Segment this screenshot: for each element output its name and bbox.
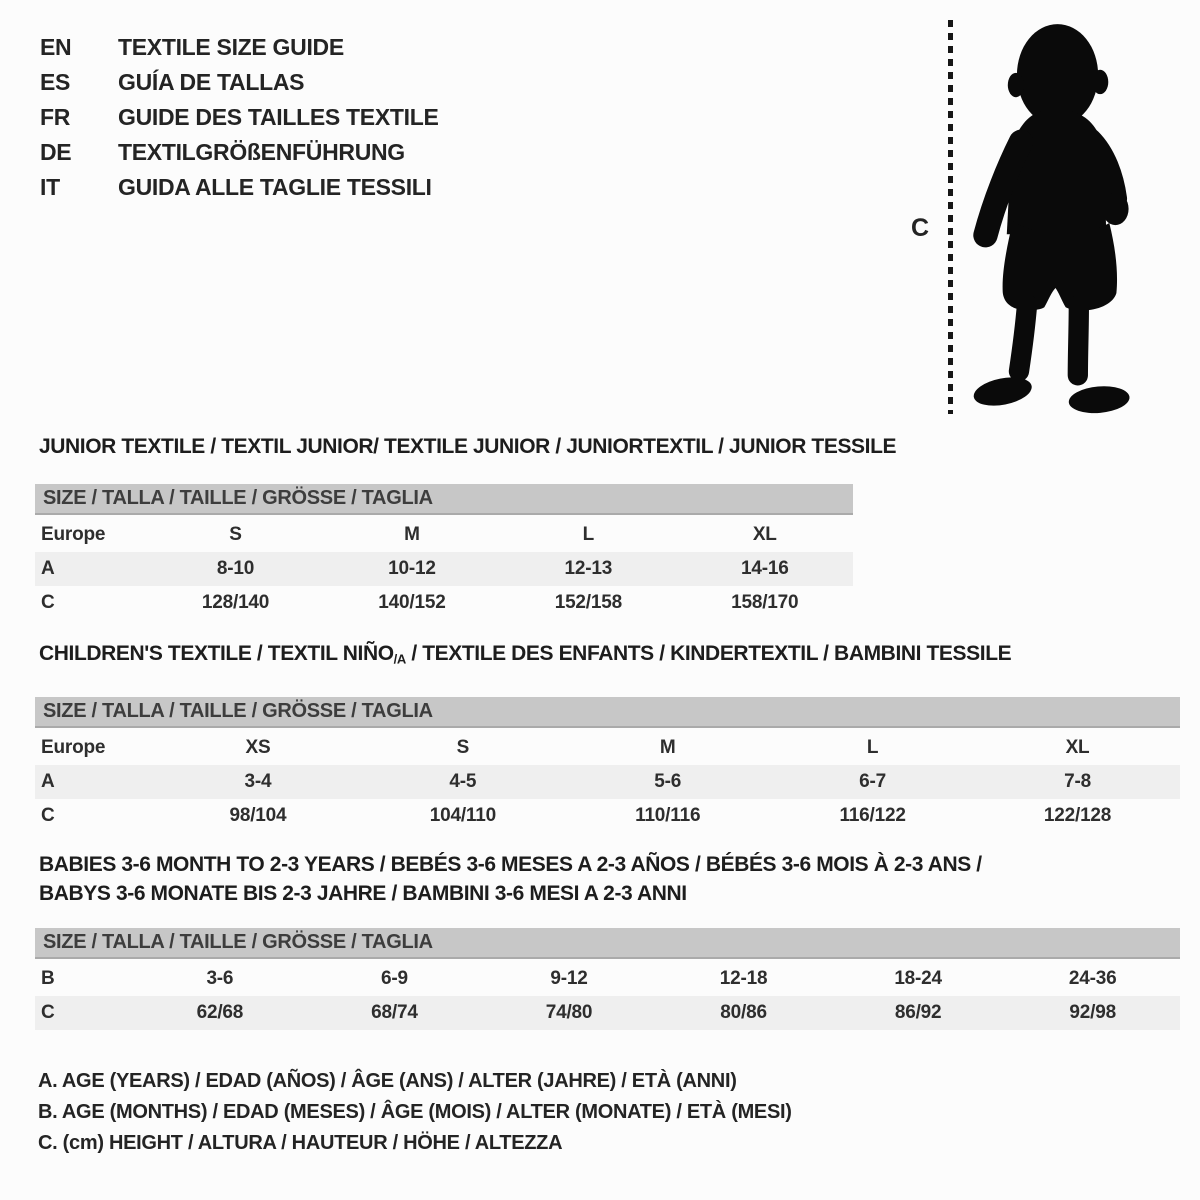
table-row [35, 586, 853, 620]
size-cell: XL [1065, 736, 1090, 758]
language-row [40, 65, 439, 100]
size-cell: 6-7 [859, 770, 887, 792]
size-cell: 3-6 [206, 968, 234, 989]
size-cell: 152/158 [554, 592, 622, 613]
row-label: Europe [41, 736, 106, 758]
size-header-bar: SIZE / TALLA / TAILLE / GRÖSSE / TAGLIA [35, 697, 1180, 728]
size-cell: 122/128 [1043, 804, 1112, 826]
junior-section-heading: JUNIOR TEXTILE / TEXTIL JUNIOR/ TEXTILE JUNIOR / JUNIORTEXTIL / JUNIOR TESSILE [39, 435, 897, 458]
size-cell: 10-12 [388, 558, 436, 579]
table-row [35, 799, 1180, 833]
table-row [35, 996, 1180, 1030]
size-cell: 110/116 [635, 804, 701, 826]
language-title-list [40, 30, 439, 205]
size-cell: 116/122 [839, 804, 906, 826]
size-cell: 158/170 [731, 592, 799, 613]
language-row [40, 100, 439, 135]
legend-age-years: A. AGE (YEARS) / EDAD (AÑOS) / ÂGE (ANS) / ALTER (JAHRE) / ETÀ (ANNI) [38, 1070, 737, 1092]
size-cell: 24-36 [1068, 968, 1117, 989]
size-cell: 104/110 [429, 804, 496, 826]
language-row [40, 170, 439, 205]
size-header-bar: SIZE / TALLA / TAILLE / GRÖSSE / TAGLIA [35, 484, 853, 515]
row-label: C [41, 804, 55, 826]
table-row [35, 962, 1180, 996]
size-cell: 12-13 [564, 558, 613, 579]
size-cell: S [229, 524, 242, 545]
size-cell: 140/152 [378, 592, 446, 613]
row-label: Europe [41, 524, 106, 545]
table-row [35, 765, 1180, 799]
legend-age-months: B. AGE (MONTHS) / EDAD (MESES) / ÂGE (MOIS) / ALTER (MONATE) / ETÀ (MESI) [38, 1101, 792, 1123]
size-cell: XS [245, 736, 271, 758]
size-cell: 98/104 [229, 804, 287, 826]
language-row [40, 30, 439, 65]
size-cell: 92/98 [1069, 1002, 1116, 1023]
junior-section [35, 434, 897, 620]
size-cell: 68/74 [371, 1002, 418, 1023]
height-measure-line [948, 20, 953, 414]
size-header-bar: SIZE / TALLA / TAILLE / GRÖSSE / TAGLIA [35, 928, 1180, 959]
toddler-figure [905, 16, 1160, 422]
heading-line-1: BABIES 3-6 MONTH TO 2-3 YEARS / BEBÉS 3-6 MESES A 2-3 AÑOS / BÉBÉS 3-6 MOIS À 2-3 ANS / [39, 853, 982, 876]
guide-title: TEXTILE SIZE GUIDE [118, 34, 344, 60]
children-size-table [35, 731, 1180, 833]
row-label: B [41, 968, 55, 989]
guide-title: GUIDA ALLE TAGLIE TESSILI [118, 174, 432, 200]
heading-line-2: BABYS 3-6 MONATE BIS 2-3 JAHRE / BAMBINI 3-6 MESI A 2-3 ANNI [39, 882, 687, 905]
guide-title: GUÍA DE TALLAS [118, 69, 305, 95]
size-cell: 4-5 [449, 770, 477, 792]
height-measure-label: C [911, 214, 930, 242]
size-cell: 62/68 [196, 1002, 244, 1023]
heading-subscript: /A [393, 651, 406, 667]
measure-legend [38, 1066, 792, 1159]
size-cell: 86/92 [894, 1002, 942, 1023]
row-label: A [41, 558, 55, 579]
guide-title: GUIDE DES TAILLES TEXTILE [118, 104, 439, 130]
size-cell: M [659, 736, 676, 758]
size-cell: S [456, 736, 470, 758]
language-code: DE [40, 139, 72, 165]
language-code: FR [40, 104, 71, 130]
legend-height-cm: C. (cm) HEIGHT / ALTURA / HAUTEUR / HÖHE / ALTEZZA [38, 1132, 563, 1154]
size-cell: XL [752, 524, 777, 545]
junior-size-table [35, 518, 853, 620]
table-row [35, 518, 853, 552]
row-label: C [41, 1002, 55, 1023]
size-cell: 128/140 [201, 592, 270, 613]
language-code: ES [40, 69, 71, 95]
size-cell: L [582, 524, 595, 545]
size-cell: 7-8 [1064, 770, 1091, 792]
language-code: EN [40, 34, 72, 60]
size-cell: 6-9 [381, 968, 408, 989]
row-label: A [41, 770, 55, 792]
babies-section-heading [39, 850, 1180, 908]
language-code: IT [40, 174, 60, 200]
children-section [35, 641, 1180, 833]
size-cell: 74/80 [545, 1002, 593, 1023]
size-cell: 12-18 [719, 968, 768, 989]
size-cell: 9-12 [550, 968, 588, 989]
toddler-silhouette-icon [963, 16, 1148, 422]
children-section-heading [39, 641, 1180, 673]
size-cell: 14-16 [740, 558, 789, 579]
babies-section [35, 850, 1180, 1030]
size-cell: 3-4 [244, 770, 272, 792]
heading-text: / TEXTILE DES ENFANTS / KINDERTEXTIL / BAMBINI TESSILE [405, 642, 1012, 665]
size-cell: 5-6 [654, 770, 682, 792]
size-cell: 80/86 [720, 1002, 767, 1023]
row-label: C [41, 592, 55, 613]
table-row [35, 731, 1180, 765]
language-row [40, 135, 439, 170]
size-cell: L [866, 736, 879, 758]
size-cell: 18-24 [894, 968, 942, 989]
heading-text: CHILDREN'S TEXTILE / TEXTIL NIÑO [39, 642, 394, 665]
size-cell: 8-10 [216, 558, 255, 579]
size-cell: M [404, 524, 420, 545]
table-row [35, 552, 853, 586]
guide-title: TEXTILGRÖßENFÜHRUNG [118, 139, 405, 165]
babies-size-table [35, 962, 1180, 1030]
